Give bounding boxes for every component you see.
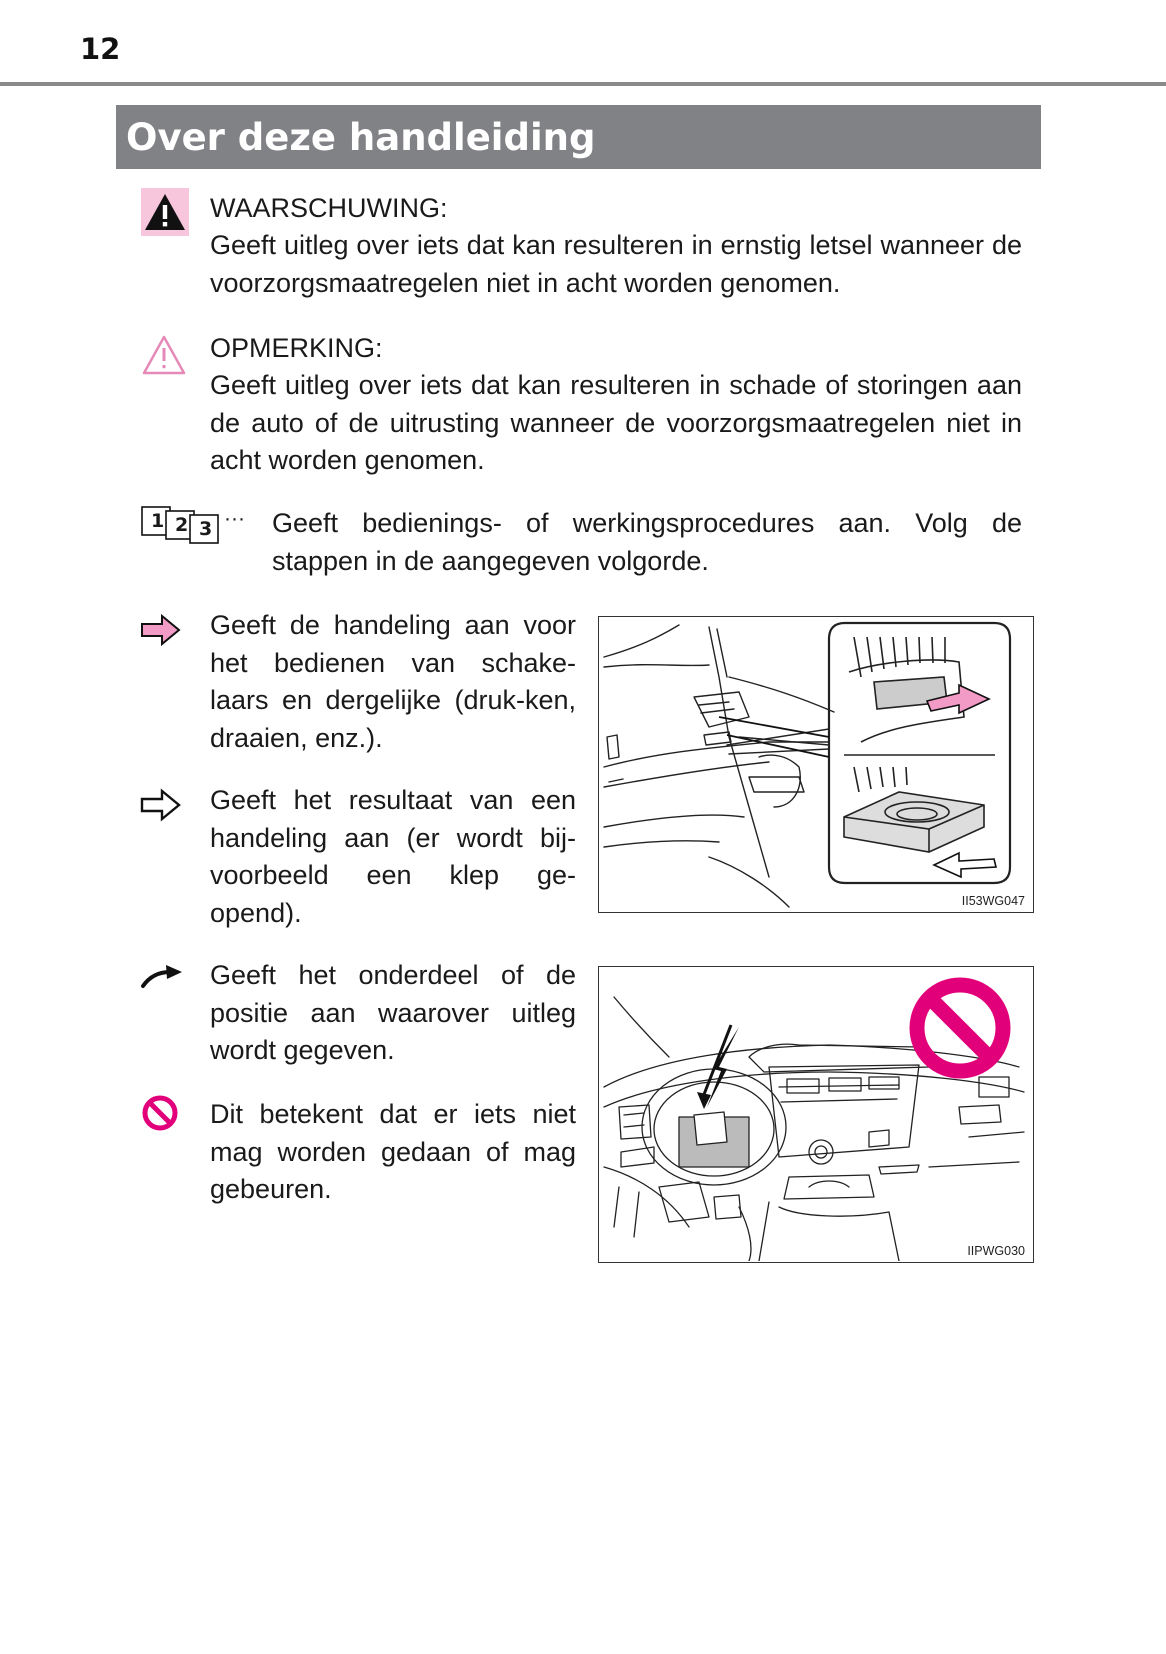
pink-arrow-icon — [140, 613, 182, 647]
dashboard-illustration — [599, 967, 1032, 1261]
figure-code: II53WG047 — [961, 894, 1025, 908]
warning-text: Geeft uitleg over iets dat kan resulteren in ernstig letsel wanneer de voorzorgsmaatregelen niet in acht worden genomen. — [210, 230, 1022, 298]
prohibited-icon — [141, 1094, 179, 1132]
outline-arrow-icon — [140, 788, 182, 822]
prohibited-text: Dit betekent dat er iets niet mag worden gedaan of mag gebeuren. — [210, 1099, 576, 1204]
step-ellipsis: ··· — [224, 507, 245, 530]
figure-dashboard — [598, 966, 1034, 1263]
warning-heading: WAARSCHUWING: — [210, 193, 448, 223]
step-digit-1: 1 — [151, 510, 165, 532]
cup-holder-illustration — [599, 617, 1032, 911]
notice-text: Geeft uitleg over iets dat kan resulteren in schade of storingen aan de auto of de uitrusting wanneer de voorzorgsmaatregelen niet in acht worden genomen. — [210, 370, 1022, 475]
notice-heading: OPMERKING: — [210, 333, 383, 363]
page-number: 12 — [80, 32, 121, 66]
section-title-bar — [116, 105, 1041, 169]
warning-icon — [141, 188, 189, 236]
step-digit-2: 2 — [175, 514, 189, 536]
operation-text: Geeft de handeling aan voor het bedienen van schake-laars en dergelijke (druk-ken, draaien, enz.). — [210, 610, 576, 753]
curved-arrow-icon — [140, 962, 184, 990]
result-text: Geeft het resultaat van een handeling aan (er wordt bij-voorbeeld een klep ge-opend). — [210, 785, 576, 928]
pointer-text: Geeft het onderdeel of de positie aan waarover uitleg wordt gegeven. — [210, 960, 576, 1065]
step-digit-3: 3 — [199, 518, 213, 540]
steps-text: Geeft bedienings- of werkingsprocedures aan. Volg de stappen in de aangegeven volgorde. — [272, 508, 1022, 576]
figure-cup-holder — [598, 616, 1034, 913]
caution-icon — [141, 334, 187, 376]
step-numbers-icon — [141, 505, 255, 545]
header-rule — [0, 82, 1166, 86]
section-title: Over deze handleiding — [126, 115, 596, 159]
figure-code: IIPWG030 — [967, 1244, 1025, 1258]
